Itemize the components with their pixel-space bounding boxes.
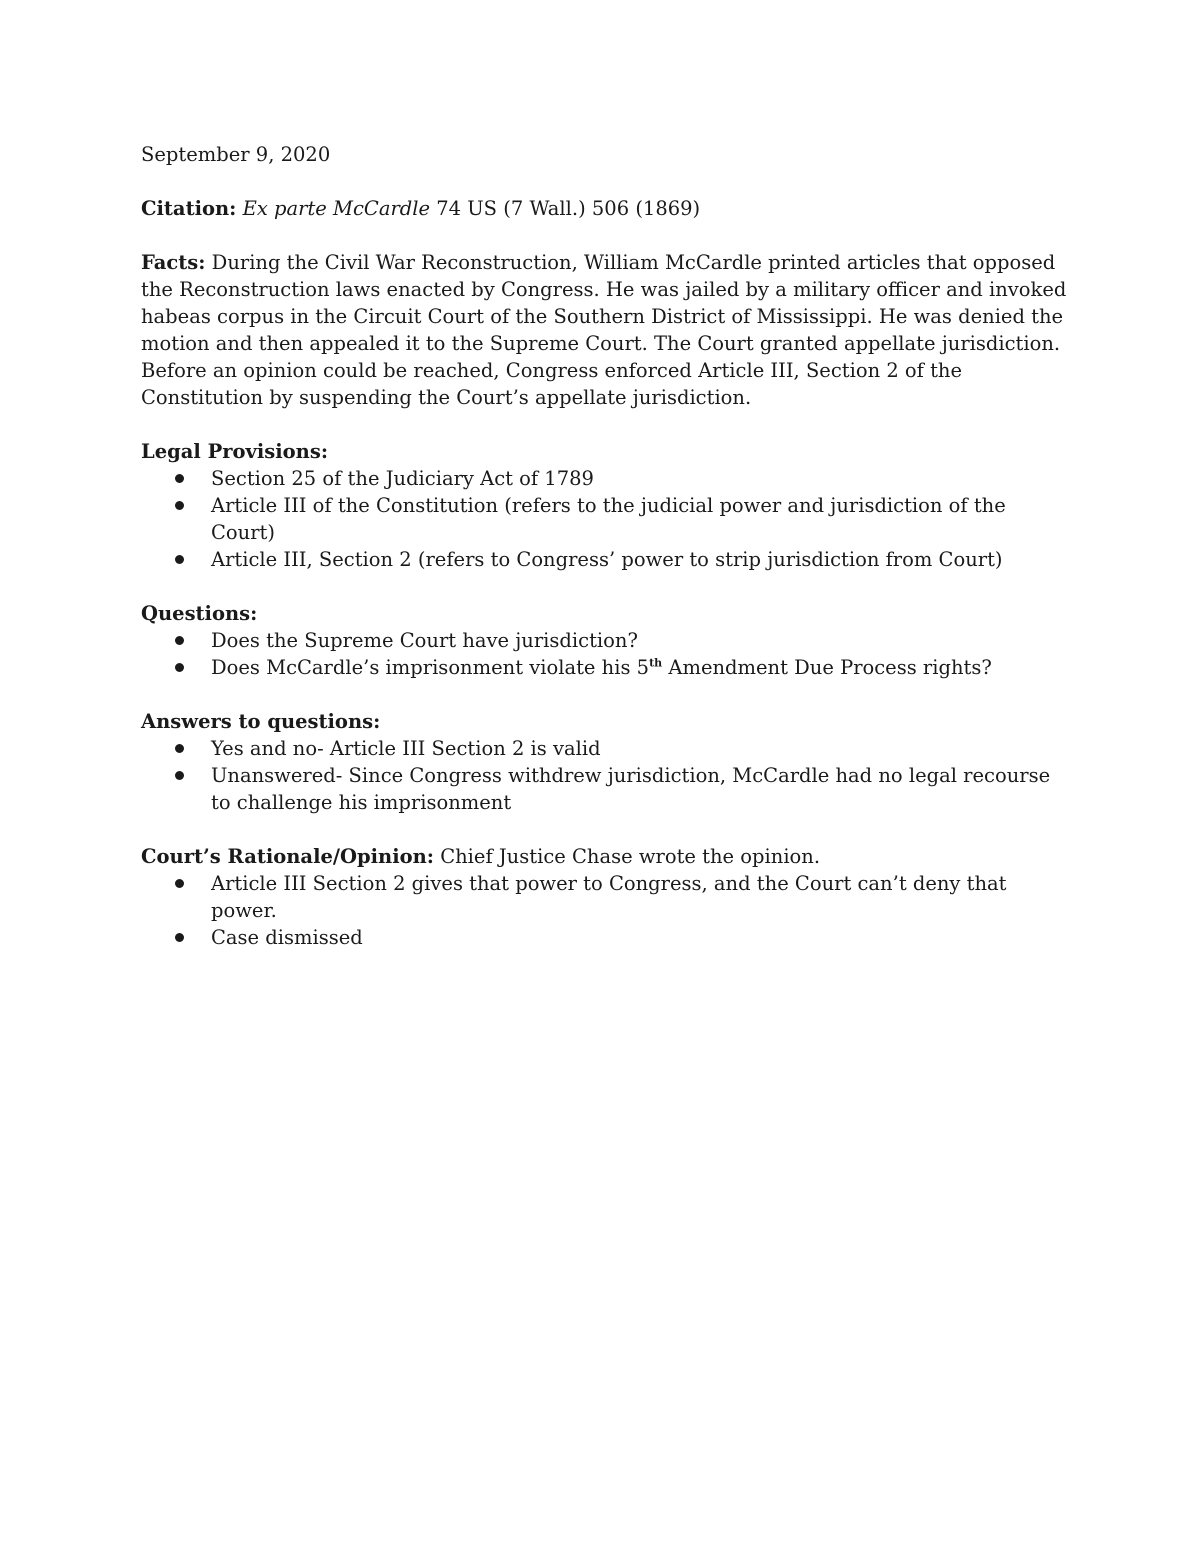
list-item-text: Article III Section 2 gives that power to Congress, and the Court can’t deny that power. [211, 872, 1007, 922]
list-item [141, 546, 1071, 573]
answers-heading: Answers to questions: [141, 710, 381, 733]
list-item [141, 627, 1071, 654]
bullet-icon [175, 663, 184, 672]
list-item [141, 735, 1071, 762]
facts-label: Facts: [141, 251, 206, 274]
list-item-text: Does the Supreme Court have jurisdiction? [211, 629, 638, 652]
rationale-paragraph [141, 843, 1071, 870]
bullet-icon [175, 474, 184, 483]
bullet-icon [175, 636, 184, 645]
case-name: Ex parte McCardle [242, 197, 431, 220]
question-text-end: Amendment Due Process rights? [662, 656, 992, 679]
ordinal-suffix: th [649, 656, 663, 670]
case-reference: 74 US (7 Wall.) 506 (1869) [430, 197, 701, 220]
bullet-icon [175, 933, 184, 942]
list-item-text: Case dismissed [211, 926, 363, 949]
list-item [141, 762, 1071, 816]
rationale-label: Court’s Rationale/Opinion: [141, 845, 434, 868]
bullet-icon [175, 879, 184, 888]
legal-provisions-list [141, 465, 1071, 573]
document-date: September 9, 2020 [141, 143, 331, 166]
bullet-icon [175, 744, 184, 753]
question-text-start: Does McCardle’s imprisonment violate his 5 [211, 656, 650, 679]
list-item [141, 924, 1071, 951]
citation-label: Citation: [141, 197, 237, 220]
questions-heading: Questions: [141, 602, 258, 625]
facts-paragraph [141, 249, 1071, 411]
list-item-text: Article III, Section 2 (refers to Congress’ power to strip jurisdiction from Court) [211, 548, 1003, 571]
bullet-icon [175, 771, 184, 780]
bullet-icon [175, 501, 184, 510]
bullet-icon [175, 555, 184, 564]
list-item [141, 465, 1071, 492]
answers-list [141, 735, 1071, 816]
facts-text: During the Civil War Reconstruction, William McCardle printed articles that opposed the Reconstruction laws enacted by Congress. He was jailed by a military officer and invoked habeas corpus in the Circuit Court of the Southern District of Mississippi. He was denied the motion and then appealed it to the Supreme Court. The Court granted appellate jurisdiction. Before an opinion could be reached, Congress enforced Article III, Section 2 of the Constitution by suspending the Court’s appellate jurisdiction. [141, 251, 1067, 409]
list-item [141, 870, 1071, 924]
list-item-text: Article III of the Constitution (refers to the judicial power and jurisdiction of the Court) [211, 494, 1006, 544]
list-item-text: Yes and no- Article III Section 2 is valid [211, 737, 601, 760]
legal-provisions-heading: Legal Provisions: [141, 440, 329, 463]
rationale-text: Chief Justice Chase wrote the opinion. [434, 845, 821, 868]
list-item [141, 492, 1071, 546]
document-body [141, 141, 1071, 951]
rationale-list [141, 870, 1071, 951]
citation-paragraph [141, 195, 1071, 222]
questions-list [141, 627, 1071, 681]
list-item-text: Unanswered- Since Congress withdrew jurisdiction, McCardle had no legal recourse to challenge his imprisonment [211, 764, 1051, 814]
list-item [141, 654, 1071, 681]
list-item-text: Section 25 of the Judiciary Act of 1789 [211, 467, 594, 490]
